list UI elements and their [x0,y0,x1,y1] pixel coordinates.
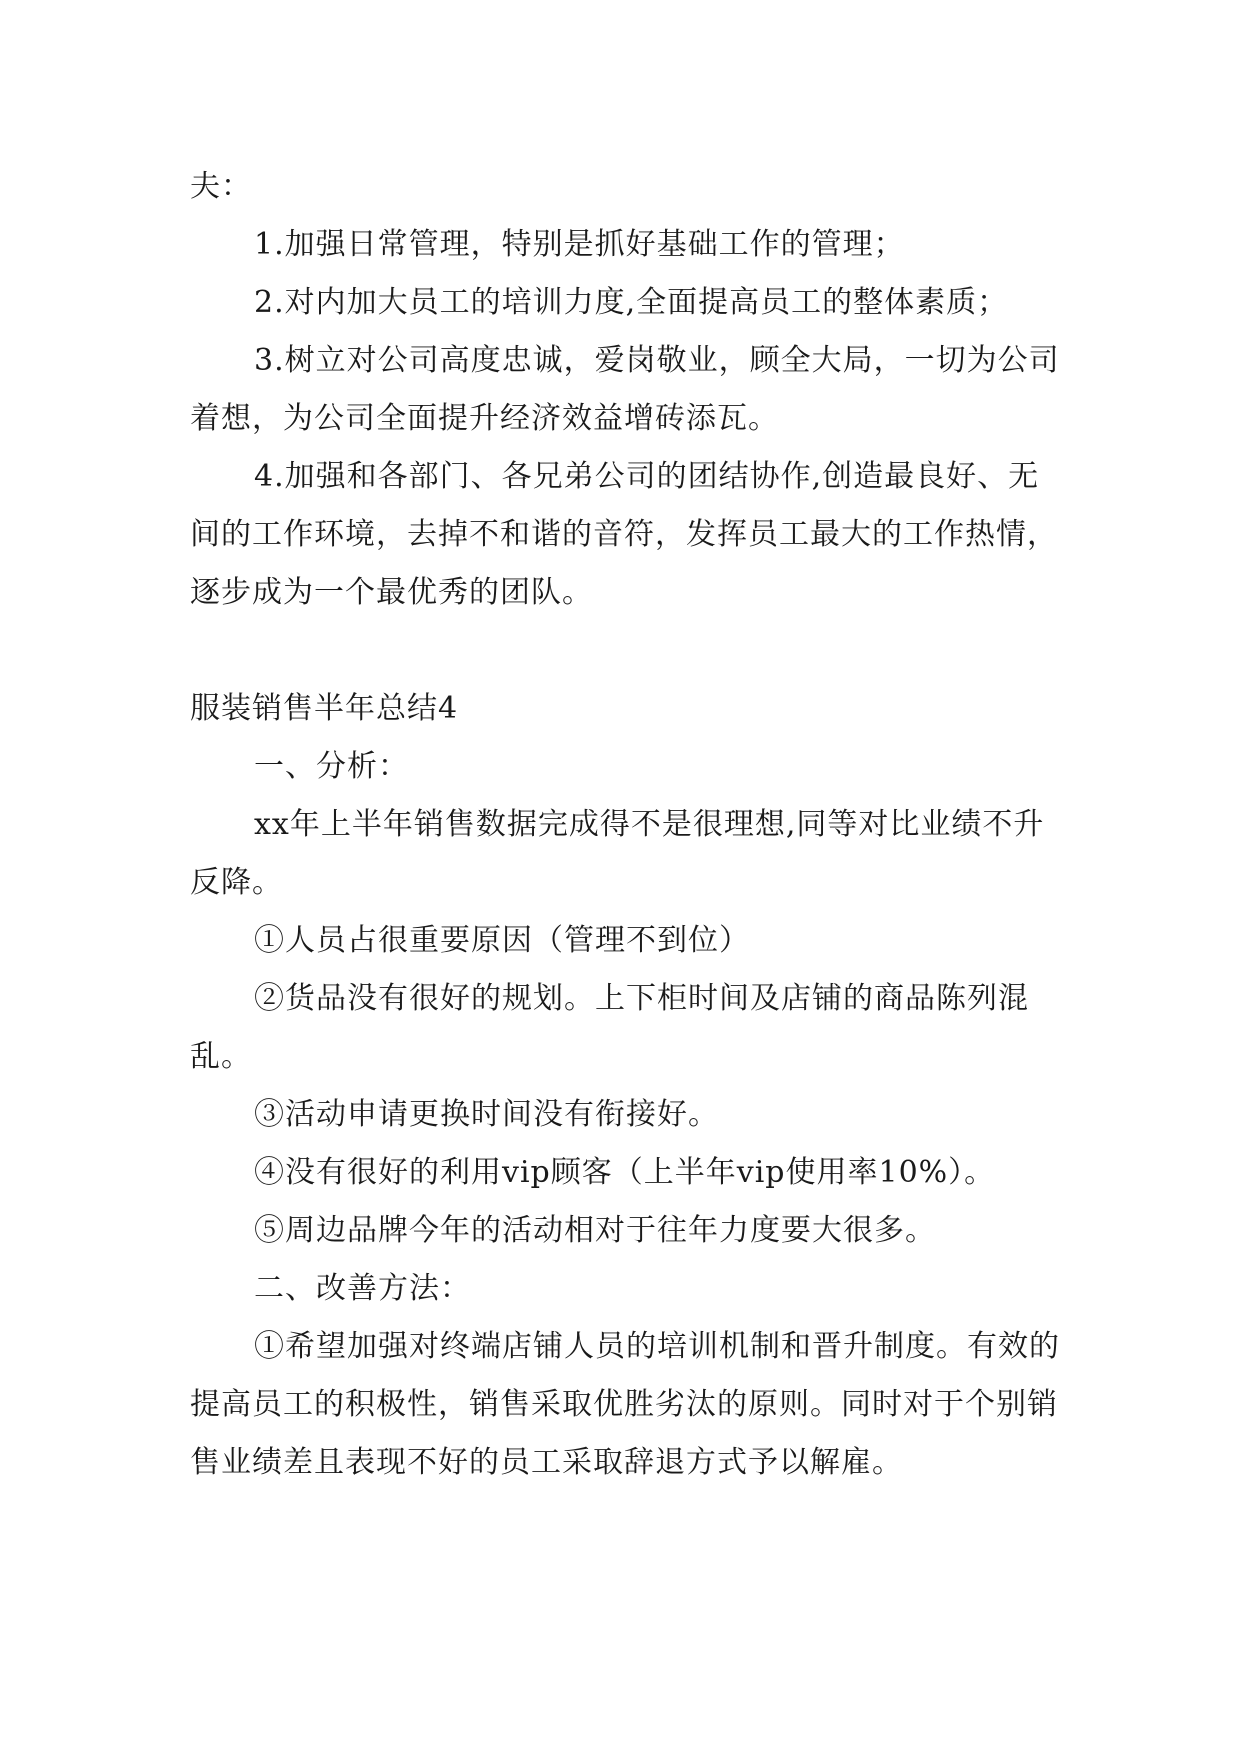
continuation-line: 夫： [190,169,252,204]
analysis-point: ⑤周边品牌今年的活动相对于往年力度要大很多。 [254,1213,936,1248]
analysis-point: ③活动申请更换时间没有衔接好。 [254,1097,719,1132]
section-title: 服装销售半年总结4 [190,691,459,726]
improve-heading: 二、改善方法： [254,1271,471,1306]
analysis-point: ①人员占很重要原因（管理不到位） [254,923,750,958]
list-item: 3.树立对公司高度忠诚，爱岗敬业，顾全大局，一切为公司着想，为公司全面提升经济效益增砖添瓦。 [190,343,1060,436]
list-item: 2.对内加大员工的培训力度,全面提高员工的整体素质； [254,285,1009,320]
document-body [190,158,1060,1492]
analysis-heading: 一、分析： [254,749,409,784]
list-item: 4.加强和各部门、各兄弟公司的团结协作,创造最良好、无间的工作环境，去掉不和谐的音符，发挥员工最大的工作热情，逐步成为一个最优秀的团队。 [190,459,1058,610]
analysis-intro: xx年上半年销售数据完成得不是很理想,同等对比业绩不升反降。 [190,807,1045,900]
analysis-point: ④没有很好的利用vip顾客（上半年vip使用率10%）。 [254,1155,996,1190]
analysis-point: ②货品没有很好的规划。上下柜时间及店铺的商品陈列混乱。 [190,981,1029,1074]
list-item: 1.加强日常管理，特别是抓好基础工作的管理； [254,227,905,262]
section-spacer [190,622,1060,680]
improve-point: ①希望加强对终端店铺人员的培训机制和晋升制度。有效的提高员工的积极性，销售采取优胜劣汰的原则。同时对于个别销售业绩差且表现不好的员工采取辞退方式予以解雇。 [190,1329,1060,1480]
